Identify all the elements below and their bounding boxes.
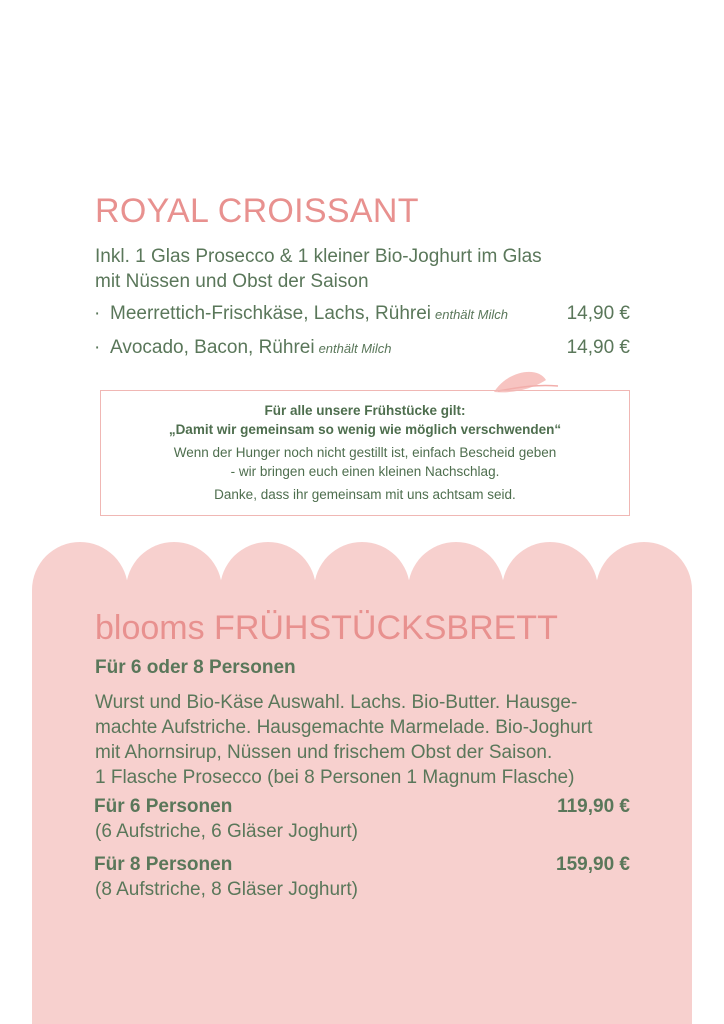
bullet: ·: [94, 303, 101, 324]
description-line: mit Ahornsirup, Nüssen und frischem Obst der Saison.: [95, 742, 553, 763]
menu-item-price: 14,90 €: [566, 337, 630, 358]
allergen-note: enthält Milch: [435, 307, 508, 322]
info-thanks: Danke, dass ihr gemeinsam mit uns achtsam seid.: [214, 487, 516, 502]
description-line: Wurst und Bio-Käse Auswahl. Lachs. Bio-Butter. Hausge-: [95, 692, 578, 713]
menu-item-name: Meerrettich-Frischkäse, Lachs, Rührei: [110, 303, 431, 324]
option-label: Für 8 Personen: [94, 854, 233, 875]
bullet: ·: [94, 337, 101, 358]
info-text-line: Wenn der Hunger noch nicht gestillt ist, einfach Bescheid geben: [173, 445, 557, 460]
description-line: 1 Flasche Prosecco (bei 8 Personen 1 Magnum Flasche): [95, 767, 575, 788]
allergen-note: enthält Milch: [318, 341, 392, 356]
croissant-title: ROYAL CROISSANT: [95, 192, 419, 230]
menu-item-name: Avocado, Bacon, Rührei: [110, 337, 315, 358]
option-detail: (8 Aufstriche, 8 Gläser Joghurt): [95, 879, 358, 900]
croissant-intro: [95, 244, 542, 294]
brett-subtitle: Für 6 oder 8 Personen: [95, 657, 296, 678]
brett-option: [94, 796, 630, 822]
brett-title: blooms FRÜHSTÜCKSBRETT: [95, 609, 558, 647]
option-detail: (6 Aufstriche, 6 Gläser Joghurt): [95, 821, 358, 842]
menu-item-price: 14,90 €: [566, 303, 630, 324]
option-label: Für 6 Personen: [94, 796, 233, 817]
info-heading: Für alle unsere Frühstücke gilt:: [264, 403, 466, 418]
brett-description: [95, 690, 592, 790]
menu-item: [94, 337, 630, 363]
info-box: [100, 390, 630, 516]
menu-item: [94, 303, 630, 329]
option-price: 159,90 €: [556, 854, 630, 875]
croissant-intro-line1: Inkl. 1 Glas Prosecco & 1 kleiner Bio-Joghurt im Glas: [95, 246, 542, 267]
brett-option: [94, 854, 630, 880]
option-price: 119,90 €: [557, 796, 630, 817]
description-line: machte Aufstriche. Hausgemachte Marmelade. Bio-Joghurt: [95, 717, 593, 738]
info-text-line: - wir bringen euch einen kleinen Nachschlag.: [230, 464, 500, 479]
info-quote: „Damit wir gemeinsam so wenig wie möglich verschwenden“: [168, 422, 562, 437]
croissant-intro-line2: mit Nüssen und Obst der Saison: [95, 271, 369, 292]
